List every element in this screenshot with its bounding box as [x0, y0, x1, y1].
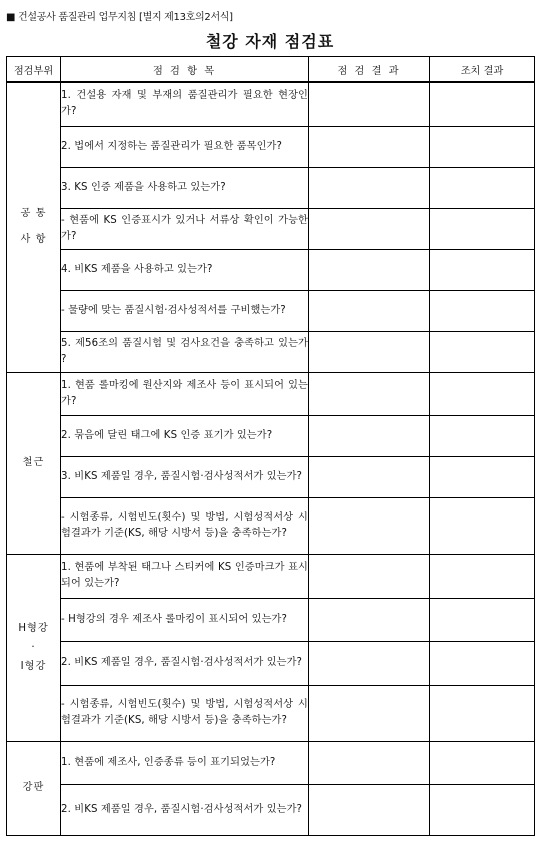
result-cell[interactable] — [309, 290, 430, 331]
column-header-part: 점검부위 — [7, 57, 61, 83]
check-item: - 물량에 맞는 품질시험·검사성적서를 구비했는가? — [61, 290, 309, 331]
table-row — [7, 249, 535, 290]
result-cell[interactable] — [309, 554, 430, 598]
table-row — [7, 497, 535, 554]
check-item: 1. 현품에 부착된 태그나 스티커에 KS 인증마크가 표시되어 있는가? — [61, 554, 309, 598]
result-cell[interactable] — [309, 82, 430, 126]
part-label: I형강 — [20, 660, 47, 672]
action-cell[interactable] — [430, 208, 535, 249]
column-header-item: 점 검 항 목 — [61, 57, 309, 83]
table-row — [7, 741, 535, 784]
check-item: 4. 비KS 제품을 사용하고 있는가? — [61, 249, 309, 290]
check-item: 2. 비KS 제품일 경우, 품질시험·검사성적서가 있는가? — [61, 641, 309, 685]
part-label: 강판 — [22, 782, 45, 793]
result-cell[interactable] — [309, 784, 430, 835]
action-cell[interactable] — [430, 331, 535, 372]
check-item: 1. 현품 롤마킹에 원산지와 제조사 등이 표시되어 있는가? — [61, 372, 309, 415]
action-cell[interactable] — [430, 685, 535, 741]
table-row — [7, 784, 535, 835]
check-item: - 시험종류, 시험빈도(횟수) 및 방법, 시험성적서상 시험결과가 기준(KS, 해당 시방서 등)을 충족하는가? — [61, 497, 309, 554]
action-cell[interactable] — [430, 290, 535, 331]
action-cell[interactable] — [430, 415, 535, 456]
result-cell[interactable] — [309, 372, 430, 415]
action-cell[interactable] — [430, 372, 535, 415]
action-cell[interactable] — [430, 456, 535, 497]
action-cell[interactable] — [430, 598, 535, 641]
action-cell[interactable] — [430, 784, 535, 835]
result-cell[interactable] — [309, 456, 430, 497]
check-item: 5. 제56조의 품질시험 및 검사요건을 충족하고 있는가 ? — [61, 331, 309, 372]
table-row — [7, 415, 535, 456]
table-row — [7, 554, 535, 598]
check-item: 2. 묶음에 달린 태그에 KS 인증 표기가 있는가? — [61, 415, 309, 456]
check-item: - 현품에 KS 인증표시가 있거나 서류상 확인이 가능한가? — [61, 208, 309, 249]
result-cell[interactable] — [309, 126, 430, 167]
result-cell[interactable] — [309, 167, 430, 208]
check-item: 1. 현품에 제조사, 인증종류 등이 표기되었는가? — [61, 741, 309, 784]
part-label: H형강 — [18, 622, 49, 634]
check-item: 3. KS 인증 제품을 사용하고 있는가? — [61, 167, 309, 208]
action-cell[interactable] — [430, 741, 535, 784]
part-label: 철근 — [22, 457, 45, 468]
form-reference: ■ 건설공사 품질관리 업무지침 [별지 제13호의2서식] — [6, 12, 233, 23]
table-row — [7, 456, 535, 497]
result-cell[interactable] — [309, 685, 430, 741]
check-item: 2. 법에서 지정하는 품질관리가 필요한 품목인가? — [61, 126, 309, 167]
table-row — [7, 82, 535, 126]
result-cell[interactable] — [309, 741, 430, 784]
table-row — [7, 167, 535, 208]
check-item: - H형강의 경우 제조사 롤마킹이 표시되어 있는가? — [61, 598, 309, 641]
action-cell[interactable] — [430, 641, 535, 685]
table-row — [7, 372, 535, 415]
action-cell[interactable] — [430, 554, 535, 598]
part-cell-common — [7, 82, 61, 372]
table-row — [7, 331, 535, 372]
action-cell[interactable] — [430, 126, 535, 167]
result-cell[interactable] — [309, 598, 430, 641]
action-cell[interactable] — [430, 249, 535, 290]
result-cell[interactable] — [309, 331, 430, 372]
table-row — [7, 126, 535, 167]
result-cell[interactable] — [309, 249, 430, 290]
part-cell-h-i-beam — [7, 554, 61, 741]
result-cell[interactable] — [309, 208, 430, 249]
part-cell-steel-plate — [7, 741, 61, 835]
result-cell[interactable] — [309, 497, 430, 554]
check-item: 2. 비KS 제품일 경우, 품질시험·검사성적서가 있는가? — [61, 784, 309, 835]
table-row — [7, 208, 535, 249]
action-cell[interactable] — [430, 82, 535, 126]
check-item: - 시험종류, 시험빈도(횟수) 및 방법, 시험성적서상 시험결과가 기준(KS, 해당 시방서 등)을 충족하는가? — [61, 685, 309, 741]
action-cell[interactable] — [430, 497, 535, 554]
part-label: 사 항 — [20, 234, 47, 246]
part-label: · — [31, 641, 36, 653]
check-item: 1. 건설용 자재 및 부재의 품질관리가 필요한 현장인가? — [61, 82, 309, 126]
part-cell-rebar — [7, 372, 61, 554]
table-row — [7, 685, 535, 741]
header-row — [7, 57, 535, 83]
result-cell[interactable] — [309, 641, 430, 685]
table-row — [7, 598, 535, 641]
part-label: 공 통 — [20, 208, 47, 220]
page-title: 철강 자재 점검표 — [205, 32, 335, 51]
check-item: 3. 비KS 제품일 경우, 품질시험·검사성적서가 있는가? — [61, 456, 309, 497]
result-cell[interactable] — [309, 415, 430, 456]
column-header-action: 조치 결과 — [430, 57, 535, 83]
action-cell[interactable] — [430, 167, 535, 208]
table-row — [7, 290, 535, 331]
checklist-table — [6, 56, 535, 836]
column-header-result: 점 검 결 과 — [309, 57, 430, 83]
table-row — [7, 641, 535, 685]
